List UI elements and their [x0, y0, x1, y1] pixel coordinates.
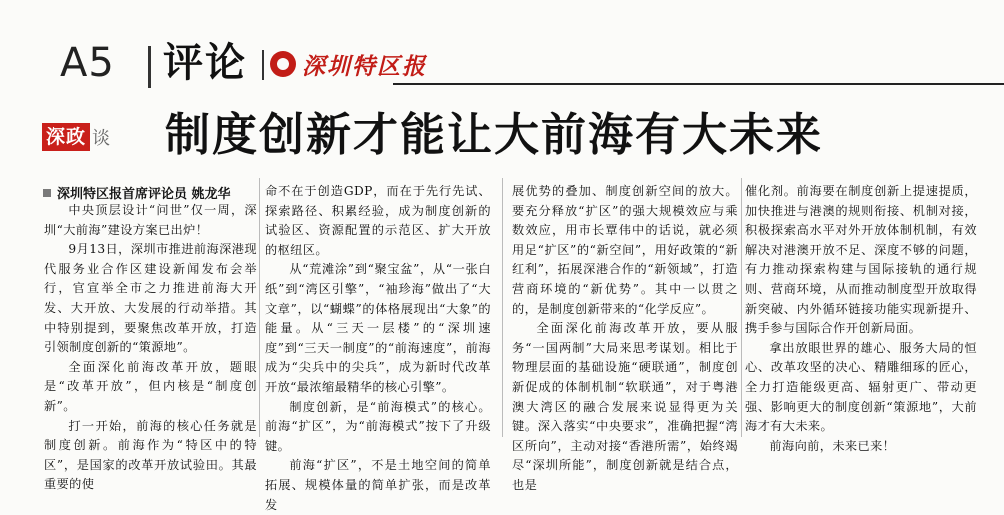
- paragraph: 拿出放眼世界的雄心、服务大局的恒心、改革攻坚的决心、精雕细琢的匠心，全力打造能级更高、辐射更广、带动更强、影响更大的制度创新“策源地”，大前海才有大未来。: [745, 340, 977, 434]
- byline-text: 深圳特区报首席评论员 姚龙华: [57, 187, 231, 202]
- paragraph: 制度创新，是“前海模式”的核心。前海“扩区”，为“前海模式”按下了升级键。: [265, 399, 491, 453]
- masthead-divider: [148, 46, 151, 88]
- paragraph: 打一开始，前海的核心任务就是制度创新。前海作为“特区中的特区”，是国家的改革开放试验田。其最重要的使: [44, 418, 257, 492]
- byline: [43, 183, 231, 202]
- column-divider: [741, 178, 742, 437]
- paragraph: 前海“扩区”，不是土地空间的简单拓展、规模体量的简单扩张，而是改革发: [265, 458, 491, 512]
- paragraph: 中央顶层设计“问世”仅一周，深圳“大前海”建设方案已出炉！: [44, 203, 257, 237]
- article-column-4: [745, 182, 977, 453]
- paragraph: 前海向前，未来已来！: [769, 438, 896, 453]
- section-title: 评论: [163, 40, 247, 86]
- article-column-2: [265, 182, 491, 512]
- newspaper-logo: [270, 48, 427, 80]
- column-tag: [42, 123, 110, 151]
- article-headline: 制度创新才能让大前海有大未来: [165, 108, 824, 161]
- newspaper-name: 深圳特区报: [302, 52, 427, 80]
- paragraph: 从“荒滩涂”到“聚宝盆”，从“一张白纸”到“湾区引擎”，“袖珍海”做出了“大文章”，以“蝴蝶”的体格展现出“大象”的能量。从“三天一层楼”的“深圳速度”到“三天一制度”的“前海速度”，前海成为“尖兵中的尖兵”，成为新时代改革开放“最浓缩最精华的核心引擎”。: [265, 262, 491, 394]
- newspaper-emblem-icon: [270, 51, 296, 77]
- article-column-3: [512, 182, 738, 492]
- column-tag-suffix: 谈: [92, 128, 111, 149]
- byline-square-icon: [43, 189, 51, 197]
- header-rule: [393, 83, 1004, 85]
- column-divider: [502, 178, 503, 437]
- paragraph-continued: 展优势的叠加、制度创新空间的放大。要充分释放“扩区”的强大规模效应与乘数效应，用市长覃伟中的话说，就必须用足“扩区”的“新空间”，用好政策的“新红利”，拓展深港合作的“新领域”，打造营商环境的“新优势”。其中一以贯之的，是制度创新带来的“化学反应”。: [512, 184, 738, 316]
- column-tag-label: 深政: [42, 123, 90, 151]
- article-column-1: [44, 201, 257, 492]
- column-divider: [259, 178, 260, 437]
- page-number: A5: [60, 40, 115, 86]
- masthead-divider-thin: [262, 50, 264, 80]
- paragraph: 9月13日，深圳市推进前海深港现代服务业合作区建设新闻发布会举行，官宣举全市之力推进前海大开发、大开放、大发展的行动举措。其中特别提到，要聚焦改革开放，打造引领制度创新的“策源地”。: [44, 242, 257, 355]
- paragraph: 全面深化前海改革开放，要从服务“一国两制”大局来思考谋划。相比于物理层面的基础设施“硬联通”，制度创新促成的体制机制“软联通”，对于粤港澳大湾区的融合发展来说显得更为关键。深入落实“中央要求”，准确把握“湾区所向”，主动对接“香港所需”，始终竭尽“深圳所能”，制度创新就是结合点，也是: [512, 321, 738, 492]
- paragraph: 全面深化前海改革开放，题眼是“改革开放”，但内核是“制度创新”。: [44, 359, 257, 413]
- paragraph-continued: 催化剂。前海要在制度创新上提速提质，加快推进与港澳的规则衔接、机制对接，积极探索高水平对外开放体制机制，有效解决对港澳开放不足、深度不够的问题，有力推动探索构建与国际接轨的通行规则、营商环境，从而推动制度型开放取得新突破、内外循环链接功能实现新提升、携手参与国际合作开创新局面。: [745, 184, 977, 336]
- paragraph-continued: 命不在于创造GDP，而在于先行先试、探索路径、积累经验，成为制度创新的试验区、资源配置的示范区、扩大开放的枢纽区。: [265, 184, 491, 257]
